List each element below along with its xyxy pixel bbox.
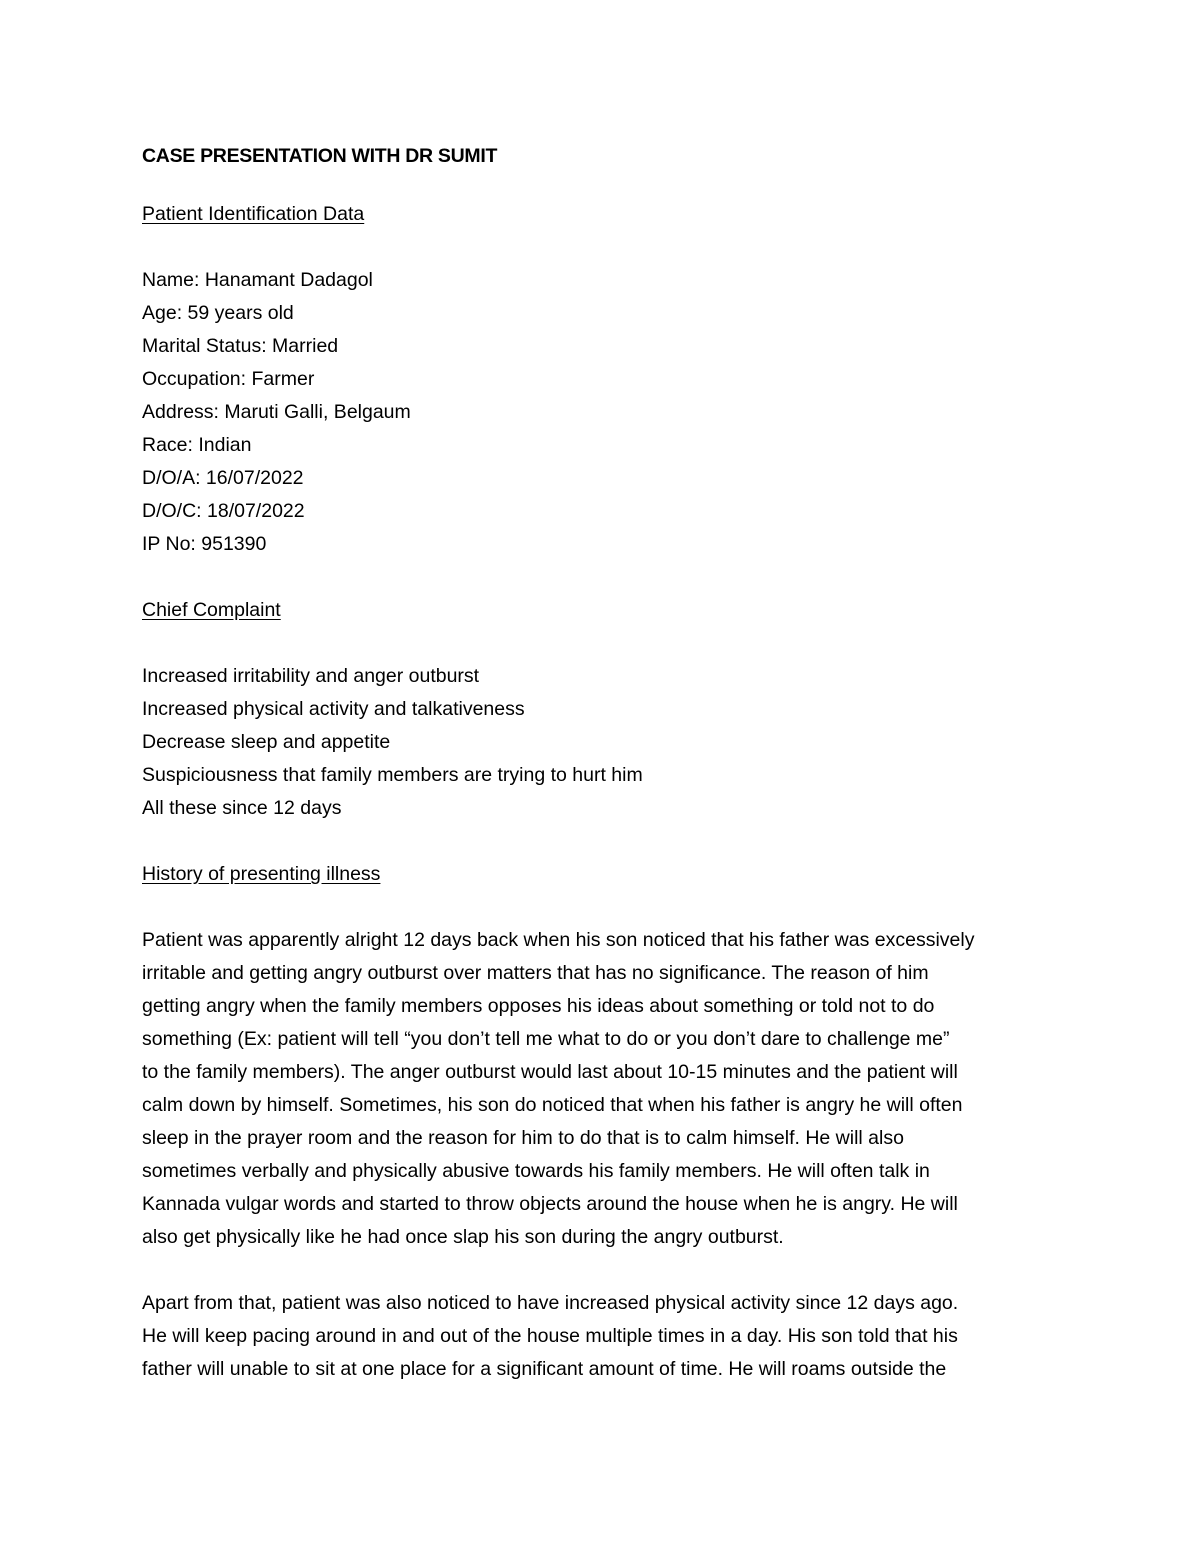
- patient-age: Age: 59 years old: [142, 302, 294, 324]
- paragraph-line: getting angry when the family members opposes his ideas about something or told not to do: [142, 995, 935, 1017]
- chief-complaint-list: [142, 660, 643, 825]
- section-heading-patient-identification: Patient Identification Data: [142, 203, 365, 225]
- patient-name: Name: Hanamant Dadagol: [142, 269, 373, 291]
- paragraph-line: Kannada vulgar words and started to throw objects around the house when he is angry. He will: [142, 1193, 958, 1215]
- history-paragraph-2: [142, 1287, 1062, 1386]
- paragraph-line: also get physically like he had once slap his son during the angry outburst.: [142, 1226, 784, 1248]
- patient-marital-status: Marital Status: Married: [142, 335, 339, 357]
- patient-identification-list: [142, 264, 411, 561]
- paragraph-line: irritable and getting angry outburst over matters that has no significance. The reason of him: [142, 962, 929, 984]
- complaint-item: Decrease sleep and appetite: [142, 731, 391, 753]
- paragraph-line: to the family members). The anger outburst would last about 10-15 minutes and the patient will: [142, 1061, 958, 1083]
- complaint-duration: All these since 12 days: [142, 797, 342, 819]
- paragraph-line: Apart from that, patient was also noticed to have increased physical activity since 12 days ago.: [142, 1292, 959, 1314]
- patient-address: Address: Maruti Galli, Belgaum: [142, 401, 411, 423]
- date-of-admission: D/O/A: 16/07/2022: [142, 467, 304, 489]
- section-heading-chief-complaint: Chief Complaint: [142, 599, 281, 621]
- patient-occupation: Occupation: Farmer: [142, 368, 315, 390]
- paragraph-line: father will unable to sit at one place for a significant amount of time. He will roams outside the: [142, 1358, 947, 1380]
- paragraph-line: He will keep pacing around in and out of the house multiple times in a day. His son told that his: [142, 1325, 958, 1347]
- complaint-item: Increased physical activity and talkativeness: [142, 698, 525, 720]
- section-heading-history-of-presenting-illness: History of presenting illness: [142, 863, 381, 885]
- paragraph-line: sleep in the prayer room and the reason for him to do that is to calm himself. He will also: [142, 1127, 904, 1149]
- date-of-case: D/O/C: 18/07/2022: [142, 500, 305, 522]
- history-paragraph-1: [142, 924, 1062, 1254]
- paragraph-line: something (Ex: patient will tell “you don’t tell me what to do or you don’t dare to challenge me”: [142, 1028, 950, 1050]
- complaint-item: Increased irritability and anger outburst: [142, 665, 480, 687]
- paragraph-line: Patient was apparently alright 12 days back when his son noticed that his father was excessively: [142, 929, 975, 951]
- paragraph-line: sometimes verbally and physically abusive towards his family members. He will often talk in: [142, 1160, 930, 1182]
- complaint-item: Suspiciousness that family members are trying to hurt him: [142, 764, 643, 786]
- paragraph-line: calm down by himself. Sometimes, his son do noticed that when his father is angry he will often: [142, 1094, 963, 1116]
- ip-number: IP No: 951390: [142, 533, 267, 555]
- patient-race: Race: Indian: [142, 434, 252, 456]
- document-title: CASE PRESENTATION WITH DR SUMIT: [142, 145, 498, 167]
